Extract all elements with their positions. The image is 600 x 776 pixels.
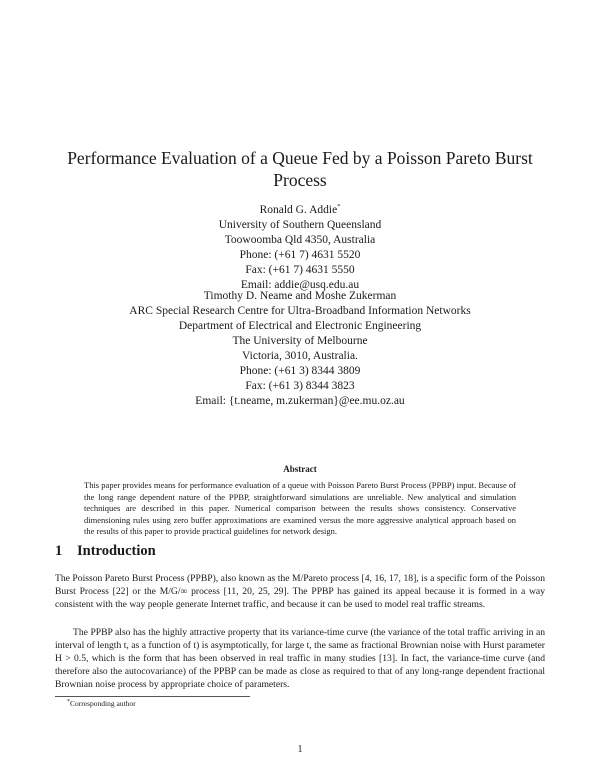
footnote-mark: * [67,699,70,705]
author-2-phone: Phone: (+61 3) 8344 3809 [239,365,361,377]
author-2-address: Victoria, 3010, Australia. [242,350,358,362]
section-title: Introduction [77,543,156,559]
author-2-university: The University of Melbourne [232,335,368,347]
footnote [67,699,136,708]
author-2-email: Email: {t.neame, m.zukerman}@ee.mu.oz.au [195,395,405,407]
author-2-department: Department of Electrical and Electronic Engineering [178,320,422,332]
author-2-names: Timothy D. Neame and Moshe Zukerman [203,290,397,302]
author-1-address: Toowoomba Qld 4350, Australia [224,234,376,246]
author-1-footnote-mark: * [337,203,341,210]
section-heading-introduction [55,543,156,560]
author-block-1 [0,199,600,293]
abstract-heading: Abstract [283,464,317,474]
intro-paragraph-2: The PPBP also has the highly attractive property that its variance-time curve (the variance of the total traffic arriving in an interval of length t, as a function of t) is asymptotically, for large t, the same as fractional Brownian noise with Hurst parameter H > 0.5, which is the form that has been observed in real traffic in many studies [13]. In fact, the variance-time curve (and therefore also the autocovariance) of the PPBP can be made as close as required to that of any long-range dependent fractional Brownian noise process by appropriate choice of parameters. [55,627,545,691]
footnote-rule [55,696,250,697]
author-1-fax: Fax: (+61 7) 4631 5550 [245,264,355,276]
intro-paragraph-1: The Poisson Pareto Burst Process (PPBP), also known as the M/Pareto process [4, 16, 17, 18], is a specific form of the Poisson Burst Process [22] or the M/G/∞ process [11, 20, 25, 29]. The PPBP has gained its appeal because it is formed in a way consistent with the way people generate Internet traffic, and because it can be used to model real traffic streams. [55,573,545,611]
paper-title [0,147,600,191]
author-block-2 [0,289,600,409]
author-1-phone: Phone: (+61 7) 4631 5520 [239,249,361,261]
section-number: 1 [55,543,63,559]
footnote-text: Corresponding author [70,699,136,708]
title-line-1: Performance Evaluation of a Queue Fed by a Poisson Pareto Burst [67,148,533,168]
author-1-email: Email: addie@usq.edu.au [240,279,360,291]
author-2-fax: Fax: (+61 3) 8344 3823 [245,380,355,392]
author-1-affiliation: University of Southern Queensland [218,219,382,231]
author-1-name: Ronald G. Addie* [259,203,341,216]
abstract-text: This paper provides means for performance evaluation of a queue with Poisson Pareto Burst Process (PPBP) input. Because of the long range dependent nature of the PPBP, straightforward simulations are unreliable. New analytical and simulation techniques are described in this paper. Numerical comparison between the results shows consistency. Conservative dimensioning rules using zero buffer approximations are examined versus the more aggressive analytical approach based on the results of this paper to provide practical guidelines for network design. [84,480,516,537]
author-2-centre: ARC Special Research Centre for Ultra-Broadband Information Networks [129,305,471,317]
title-line-2: Process [273,170,327,190]
page-number: 1 [297,744,303,755]
